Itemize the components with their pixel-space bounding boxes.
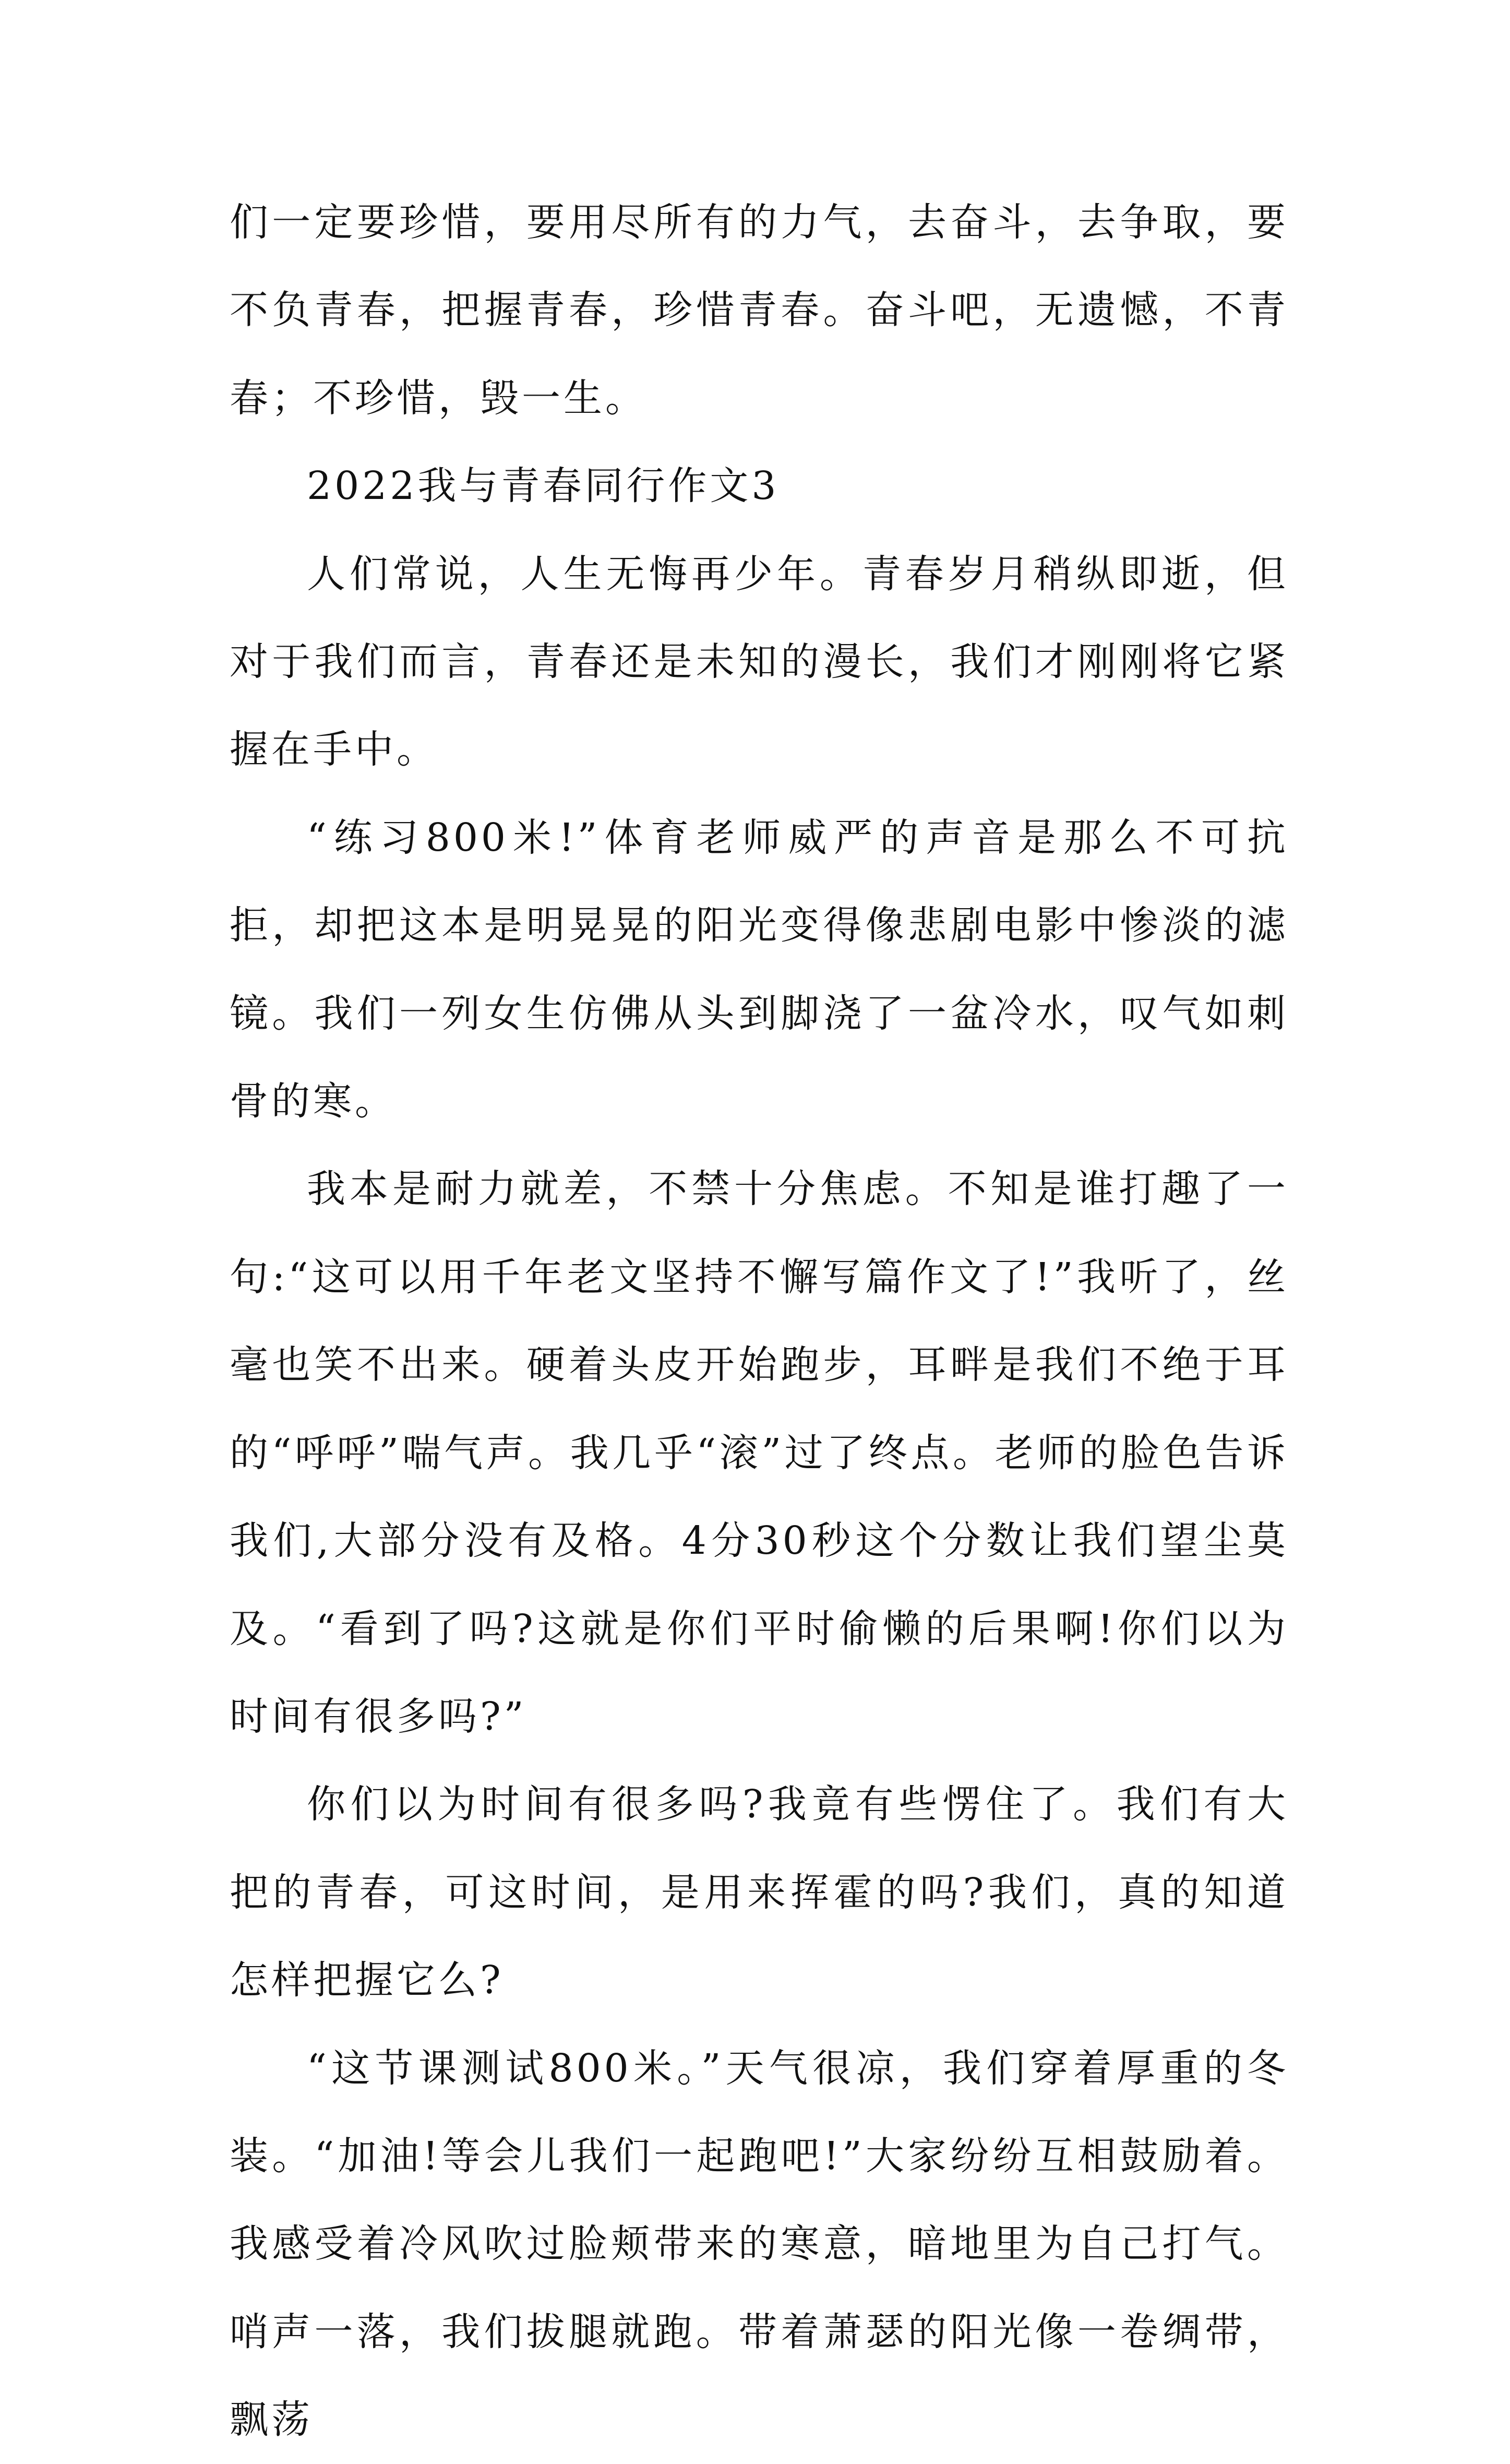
paragraph-1: 们一定要珍惜，要用尽所有的力气，去奋斗，去争取，要不负青春，把握青春，珍惜青春。奋斗吧，无遗憾，不青春；不珍惜，毁一生。 <box>230 200 1289 421</box>
paragraph-3: 人们常说，人生无悔再少年。青春岁月稍纵即逝，但对于我们而言，青春还是未知的漫长，我们才刚刚将它紧握在手中。 <box>230 551 1289 772</box>
paragraph-7: “这节课测试800米。”天气很凉，我们穿着厚重的冬装。“加油!等会儿我们一起跑吧!”大家纷纷互相鼓励着。我感受着冷风吹过脸颊带来的寒意，暗地里为自己打气。哨声一落，我们拔腿就跑。带着萧瑟的阳光像一卷绸带，飘荡 <box>230 2045 1289 2443</box>
document-body <box>230 178 1289 2464</box>
paragraph-4: “练习800米!”体育老师威严的声音是那么不可抗拒，却把这本是明晃晃的阳光变得像悲剧电影中惨淡的滤镜。我们一列女生仿佛从头到脚浇了一盆冷水，叹气如刺骨的寒。 <box>230 815 1289 1124</box>
section-heading: 2022我与青春同行作文3 <box>307 463 780 509</box>
paragraph-5: 我本是耐力就差，不禁十分焦虑。不知是谁打趣了一句:“这可以用千年老文坚持不懈写篇作文了!”我听了，丝毫也笑不出来。硬着头皮开始跑步，耳畔是我们不绝于耳的“呼呼”喘气声。我几乎“滚”过了终点。老师的脸色告诉我们,大部分没有及格。4分30秒这个分数让我们望尘莫及。“看到了吗?这就是你们平时偷懒的后果啊!你们以为时间有很多吗?” <box>230 1166 1289 1739</box>
paragraph-6: 你们以为时间有很多吗?我竟有些愣住了。我们有大把的青春，可这时间，是用来挥霍的吗?我们，真的知道怎样把握它么? <box>230 1782 1289 2003</box>
